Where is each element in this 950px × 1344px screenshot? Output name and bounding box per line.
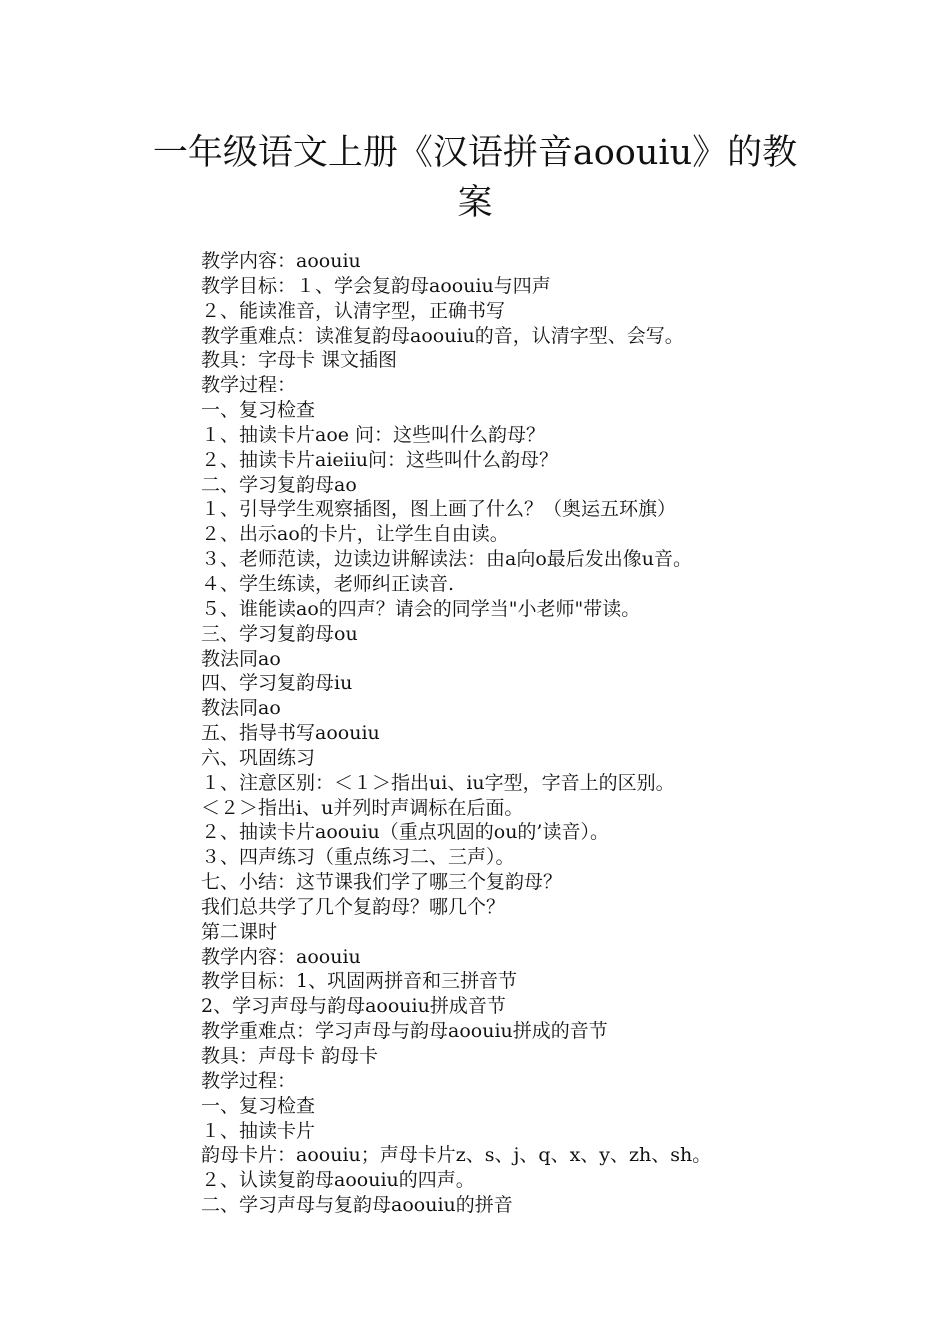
text-line: 教学目标：1、巩固两拼音和三拼音节 bbox=[201, 970, 518, 993]
text-line: １、引导学生观察插图，图上画了什么？（奥运五环旗） bbox=[201, 498, 677, 521]
text-line: ２、认读复韵母aoouiu的四声。 bbox=[201, 1169, 475, 1192]
text-line: 教法同ao bbox=[201, 697, 281, 720]
text-line: 教学重难点：读准复韵母aoouiu的音，认清字型、会写。 bbox=[201, 324, 684, 347]
text-line: 教学重难点：学习声母与韵母aoouiu拼成的音节 bbox=[201, 1020, 608, 1043]
text-line: 三、学习复韵母ou bbox=[201, 622, 358, 645]
text-line: １、抽读卡片 bbox=[201, 1119, 316, 1142]
text-line: 七、小结：这节课我们学了哪三个复韵母？ bbox=[201, 871, 563, 894]
text-line: ５、谁能读ao的四声？请会的同学当"小老师"带读。 bbox=[201, 597, 641, 620]
text-line: ２、抽读卡片aoouiu（重点巩固的ou的’读音）。 bbox=[201, 821, 609, 844]
text-line: 二、学习复韵母ao bbox=[201, 473, 357, 496]
text-line: 六、巩固练习 bbox=[201, 746, 316, 769]
text-line: 2、学习声母与韵母aoouiu拼成音节 bbox=[201, 995, 506, 1018]
text-line: 教法同ao bbox=[201, 647, 281, 670]
text-line: 四、学习复韵母iu bbox=[201, 672, 353, 695]
text-line: 教具：字母卡 课文插图 bbox=[201, 349, 398, 372]
text-line: ＜２＞指出i、u并列时声调标在后面。 bbox=[201, 796, 524, 819]
text-line: 教具：声母卡 韵母卡 bbox=[201, 1045, 379, 1067]
text-line: ２、出示ao的卡片，让学生自由读。 bbox=[201, 523, 509, 546]
text-line: ２、抽读卡片aieiiu问：这些叫什么韵母？ bbox=[201, 448, 559, 471]
document-body bbox=[201, 249, 921, 1218]
text-line: 五、指导书写aoouiu bbox=[201, 722, 380, 745]
document-title: 一年级语文上册《汉语拼音aoouiu》的教案 bbox=[152, 133, 798, 223]
text-line: １、抽读卡片aoe 问：这些叫什么韵母？ bbox=[201, 423, 546, 446]
text-line: 教学内容：aoouiu bbox=[201, 945, 361, 968]
text-line: 一、复习检查 bbox=[201, 399, 316, 422]
text-line: 第二课时 bbox=[201, 920, 278, 943]
text-line: ３、四声练习（重点练习二、三声）。 bbox=[201, 846, 515, 869]
text-line: 二、学习声母与复韵母aoouiu的拼音 bbox=[201, 1194, 513, 1217]
text-line: 教学过程： bbox=[201, 374, 297, 397]
text-line: 韵母卡片：aoouiu；声母卡片z、s、j、q、x、y、zh、sh。 bbox=[201, 1144, 712, 1167]
text-line: 我们总共学了几个复韵母？哪几个？ bbox=[201, 895, 506, 918]
text-line: ２、能读准音，认清字型，正确书写 bbox=[201, 299, 506, 322]
text-line: 教学过程： bbox=[201, 1069, 297, 1092]
text-line: ４、学生练读，老师纠正读音. bbox=[201, 572, 455, 595]
text-line: 教学目标：１、学会复韵母aoouiu与四声 bbox=[201, 274, 551, 297]
text-line: 教学内容：aoouiu bbox=[201, 250, 361, 272]
text-line: ３、老师范读，边读边讲解读法：由a向o最后发出像u音。 bbox=[201, 548, 693, 571]
text-line: 一、复习检查 bbox=[201, 1094, 316, 1117]
text-line: １、注意区别：＜１＞指出ui、iu字型，字音上的区别。 bbox=[201, 771, 675, 794]
